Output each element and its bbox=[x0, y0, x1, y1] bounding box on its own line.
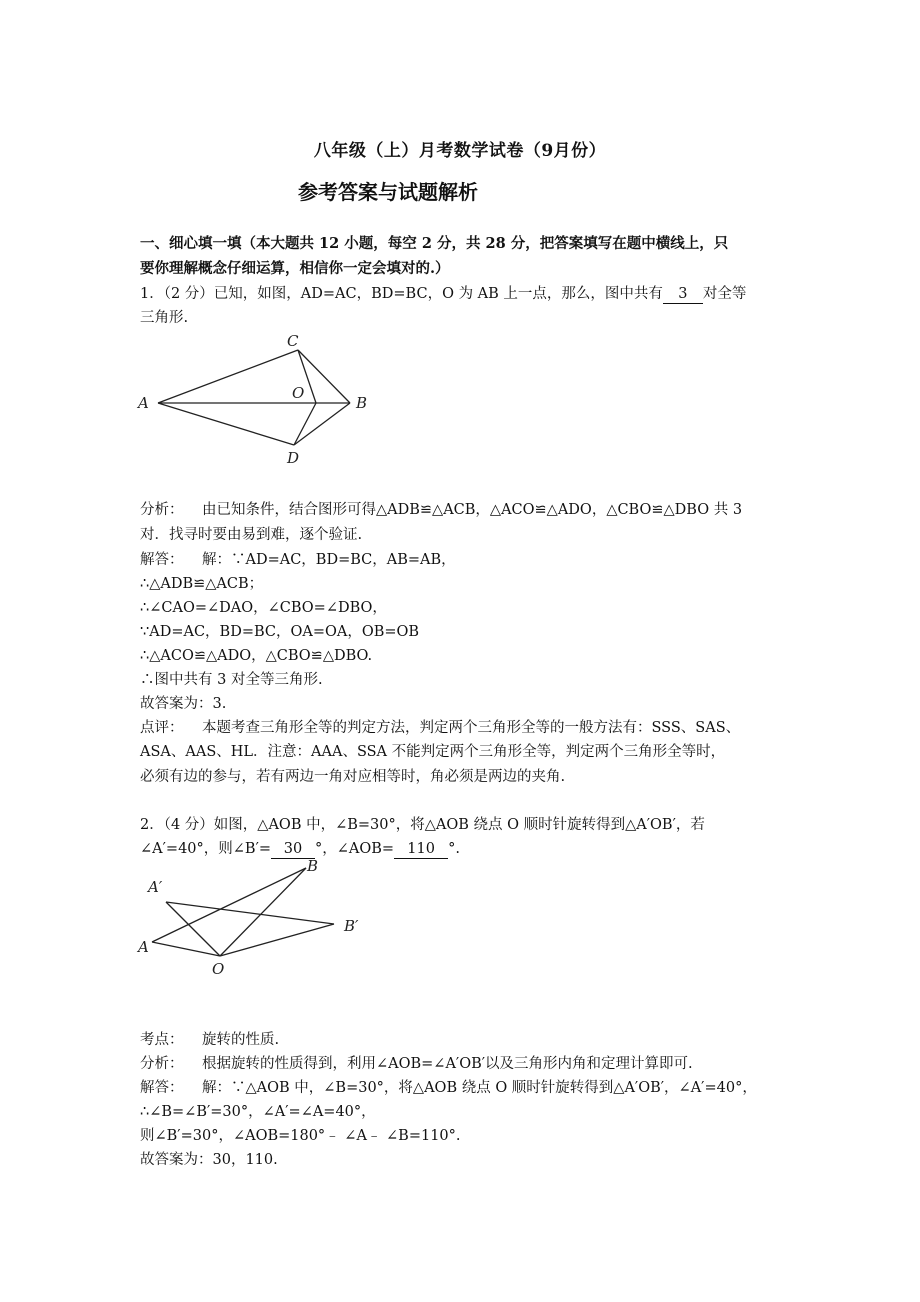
q2-stem-mid: °，∠AOB= bbox=[315, 841, 395, 857]
q1-answer-blank: 3 bbox=[663, 286, 703, 304]
q1-comment bbox=[140, 718, 740, 738]
q1-solution-line: ∴△ACO≌△ADO，△CBO≌△DBO. bbox=[140, 648, 373, 664]
q2-solution-line1: 解：∵△AOB 中，∠B=30°，将△AOB 绕点 O 顺时针旋转得到△A′OB′，∠A′=40°， bbox=[202, 1080, 757, 1096]
q2-segment-ApBp bbox=[166, 902, 334, 924]
q1-solution-line: ∴图中共有 3 对全等三角形. bbox=[140, 672, 323, 688]
q2-solution bbox=[140, 1078, 757, 1098]
q1-analysis bbox=[140, 500, 742, 520]
q2-segment-AO bbox=[152, 942, 220, 956]
q1-label-O: O bbox=[292, 384, 305, 402]
q1-segment-DO bbox=[294, 403, 316, 445]
q1-solution-line: ∴△ADB≌△ACB； bbox=[140, 576, 264, 592]
q2-stem-line1: 2．（4 分）如图，△AOB 中，∠B=30°，将△AOB 绕点 O 顺时针旋转得到△A′OB′，若 bbox=[140, 817, 705, 833]
q1-label-C: C bbox=[287, 332, 299, 350]
q1-comment-line1: 本题考查三角形全等的判定方法，判定两个三角形全等的一般方法有：SSS、SAS、 bbox=[202, 720, 741, 736]
q1-comment-line2: ASA、AAS、HL．注意：AAA、SSA 不能判定两个三角形全等，判定两个三角形全等时， bbox=[140, 744, 726, 760]
q2-stem-pre: ∠A′=40°，则∠B′= bbox=[140, 841, 272, 857]
q2-answer1-blank: 30 bbox=[271, 841, 315, 859]
q1-solution bbox=[140, 550, 456, 570]
q2-solution-line: 故答案为：30，110. bbox=[140, 1152, 278, 1168]
q1-comment-label: 点评： bbox=[140, 720, 184, 736]
q1-label-B: B bbox=[356, 394, 368, 412]
q1-analysis-label: 分析： bbox=[140, 502, 184, 518]
q1-segment-DB bbox=[294, 403, 350, 445]
q2-solution-label: 解答： bbox=[140, 1080, 184, 1096]
q2-label-O: O bbox=[212, 960, 225, 978]
q1-solution-label: 解答： bbox=[140, 552, 184, 568]
q1-stem-pre: 1．（2 分）已知，如图，AD=AC，BD=BC，O 为 AB 上一点，那么，图中共有 bbox=[140, 286, 663, 302]
q2-segment-ApO bbox=[166, 902, 220, 956]
q2-analysis-label: 分析： bbox=[140, 1056, 184, 1072]
q1-figure bbox=[134, 330, 384, 475]
section-heading-line2: 要你理解概念仔细运算，相信你一定会填对的.） bbox=[140, 260, 450, 277]
q2-analysis bbox=[140, 1054, 693, 1074]
q2-segment-OB bbox=[220, 868, 306, 956]
q1-segment-AC bbox=[158, 350, 298, 403]
q2-figure bbox=[134, 856, 374, 980]
q1-stem-post: 对全等 bbox=[702, 286, 747, 302]
q2-solution-line: ∴∠B=∠B′=30°，∠A′=∠A=40°， bbox=[140, 1104, 376, 1120]
q2-label-Bprime: B′ bbox=[344, 917, 359, 935]
q2-stem-post: °. bbox=[448, 841, 460, 857]
q1-solution-line: ∴∠CAO=∠DAO，∠CBO=∠DBO， bbox=[140, 600, 387, 616]
q2-answer2-blank: 110 bbox=[394, 841, 448, 859]
q1-segment-AD bbox=[158, 403, 294, 445]
q2-analysis-text: 根据旋转的性质得到，利用∠AOB=∠A′OB′以及三角形内角和定理计算即可. bbox=[202, 1056, 693, 1072]
q1-segment-CB bbox=[298, 350, 350, 403]
q1-solution-line: ∵AD=AC，BD=BC，OA=OA，OB=OB bbox=[140, 624, 420, 640]
q2-label-B: B bbox=[307, 857, 319, 875]
q1-analysis-line1: 由已知条件，结合图形可得△ADB≌△ACB，△ACO≌△ADO，△CBO≌△DBO 共 3 bbox=[202, 502, 743, 518]
q1-stem bbox=[140, 284, 746, 304]
section-heading-line1: 一、细心填一填（本大题共 12 小题，每空 2 分，共 28 分，把答案填写在题中横线上，只 bbox=[140, 235, 729, 252]
q2-label-Aprime: A′ bbox=[148, 878, 163, 896]
q2-topic bbox=[140, 1030, 279, 1050]
q1-analysis-line2: 对．找寻时要由易到难，逐个验证. bbox=[140, 527, 363, 543]
q2-segment-OBp bbox=[220, 924, 334, 956]
q1-label-A: A bbox=[138, 394, 149, 412]
q1-stem-line2: 三角形. bbox=[140, 310, 189, 326]
q1-solution-line: 解：∵AD=AC，BD=BC，AB=AB， bbox=[202, 552, 456, 568]
q1-label-D: D bbox=[287, 449, 300, 467]
page-subtitle: 参考答案与试题解析 bbox=[298, 180, 478, 204]
page-title: 八年级（上）月考数学试卷（9月份） bbox=[313, 141, 607, 161]
q1-solution-line: 故答案为：3. bbox=[140, 696, 227, 712]
q2-topic-label: 考点： bbox=[140, 1032, 184, 1048]
q2-topic-text: 旋转的性质. bbox=[202, 1032, 280, 1048]
q1-comment-line3: 必须有边的参与，若有两边一角对应相等时，角必须是两边的夹角. bbox=[140, 769, 566, 785]
q2-solution-line: 则∠B′=30°，∠AOB=180°﹣ ∠A﹣ ∠B=110°. bbox=[140, 1128, 461, 1144]
q2-label-A: A bbox=[138, 938, 149, 956]
q2-segment-AB bbox=[152, 868, 306, 942]
